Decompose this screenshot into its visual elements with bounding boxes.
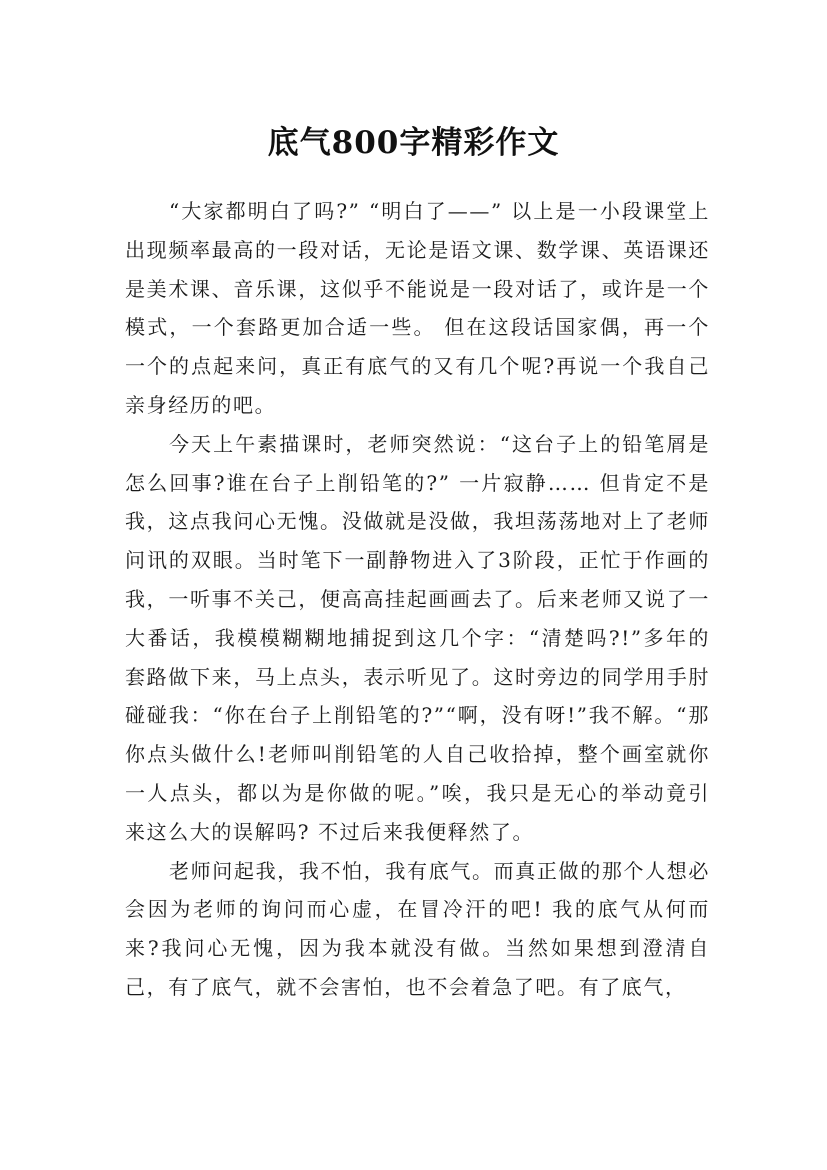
document-title: 底气800字精彩作文 (267, 124, 560, 161)
paragraph-3: 老师问起我，我不怕，我有底气。而真正做的那个人想必会因为老师的询问而心虚，在冒冷汗的吧! 我的底气从何而来?我问心无愧，因为我本就没有做。当然如果想到澄清自己，有了底气，就不会害怕，也不会着急了吧。有了底气， (125, 858, 710, 999)
paragraph-2: 今天上午素描课时，老师突然说：“这台子上的铅笔屑是怎么回事?谁在台子上削铅笔的?” 一片寂静…… 但肯定不是我，这点我问心无愧。没做就是没做，我坦荡荡地对上了老师问讯的双眼。当时笔下一副静物进入了3阶段，正忙于作画的我，一听事不关己，便高高挂起画画去了。后来老师又说了一大番话，我模模糊糊地捕捉到这几个字：“清楚吗?!”多年的套路做下来，马上点头，表示听见了。这时旁边的同学用手肘碰碰我：“你在台子上削铅笔的?”“啊，没有呀!”我不解。“那你点头做什么!老师叫削铅笔的人自己收拾掉，整个画室就你一人点头，都以为是你做的呢。”唉，我只是无心的举动竟引来这么大的误解吗? 不过后来我便释然了。 (125, 431, 710, 844)
document-body (125, 192, 710, 1007)
paragraph-1: “大家都明白了吗?” “明白了——” 以上是一小段课堂上出现频率最高的一段对话，无论是语文课、数学课、英语课还是美术课、音乐课，这似乎不能说是一段对话了，或许是一个模式，一个套路更加合适一些。 但在这段话国家偶，再一个一个的点起来问，真正有底气的又有几个呢?再说一个我自己亲身经历的吧。 (125, 199, 710, 417)
